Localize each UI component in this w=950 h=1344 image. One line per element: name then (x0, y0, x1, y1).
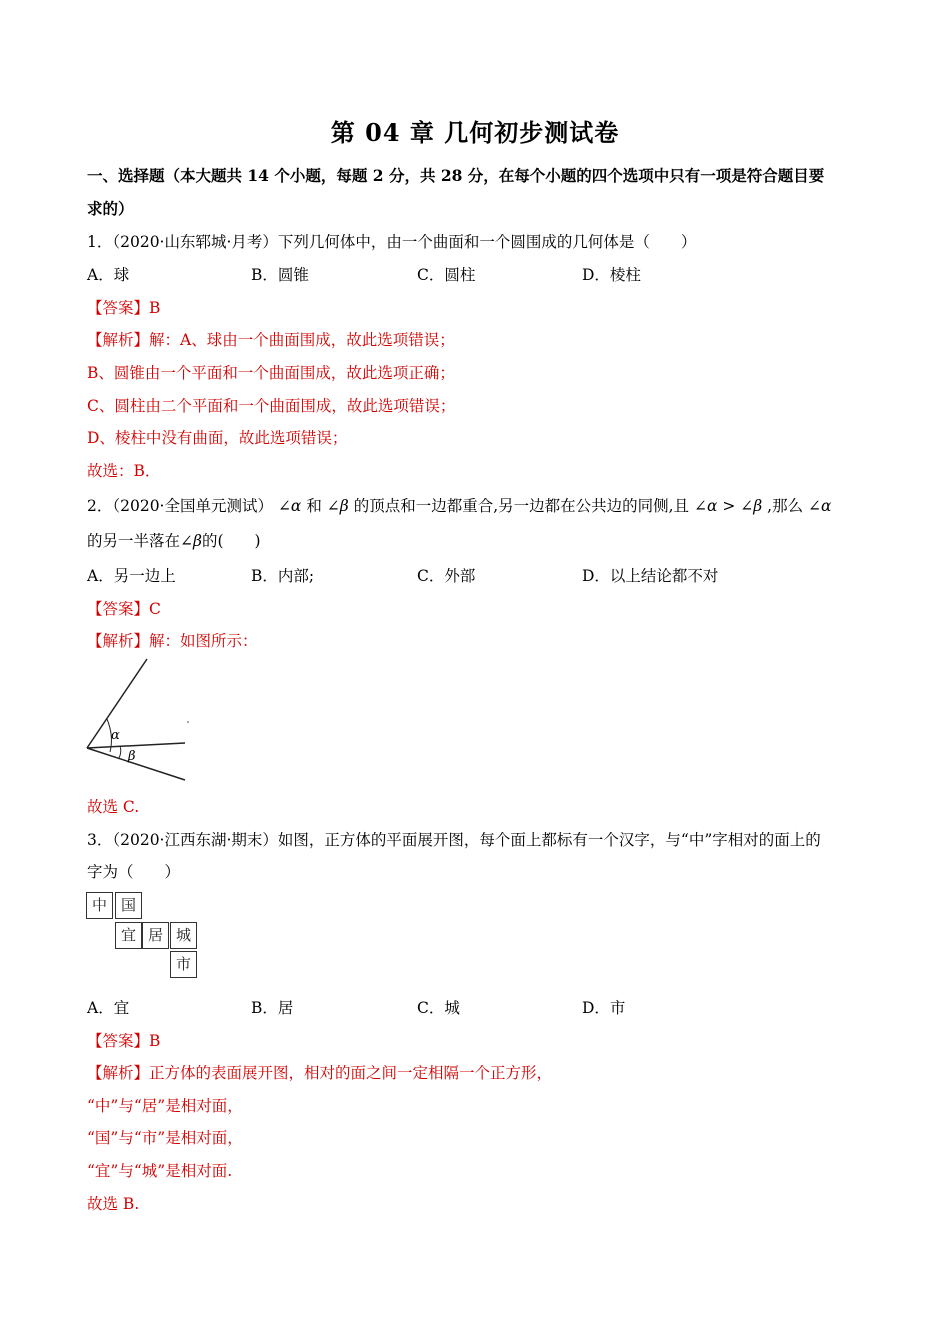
q2-stem-line2-b: 的( ) (201, 532, 261, 550)
q1-analysis-line3: C、圆柱由二个平面和一个曲面围成，故此选项错误； (87, 397, 456, 415)
q3-analysis-line1: 【解析】正方体的表面展开图，相对的面之间一定相隔一个正方形， (87, 1064, 553, 1082)
q2-option-a: A．另一边上 (87, 567, 176, 585)
q3-stem-line2: 字为（ ） (87, 863, 181, 881)
q3-option-d: D．市 (582, 999, 626, 1017)
q1-stem: 1．（2020·山东郓城·月考）下列几何体中，由一个曲面和一个圆围成的几何体是（ ） (87, 233, 697, 251)
net-cell-zhong: 中 (86, 892, 113, 919)
angle-figure (84, 656, 196, 784)
q1-analysis-line2: B、圆锥由一个平面和一个曲面围成，故此选项正确； (87, 364, 455, 382)
net-cell-yi: 宜 (115, 922, 142, 949)
q1-option-c: C．圆柱 (417, 266, 476, 284)
q3-option-b: B．居 (251, 999, 294, 1017)
q1-option-a: A．球 (87, 266, 130, 284)
alpha-label: α (111, 728, 120, 743)
net-cell-cheng: 城 (170, 922, 197, 949)
q2-option-b: B．内部; (251, 567, 315, 585)
q3-analysis-line4: “宜”与“城”是相对面. (87, 1162, 233, 1180)
q1-option-d: D．棱柱 (582, 266, 641, 284)
q2-stem-end: ,那么 (767, 497, 804, 515)
net-cell-guo: 国 (115, 892, 142, 919)
q2-conclusion: 故选 C. (87, 798, 140, 816)
q2-angle-beta: ∠β (326, 497, 349, 515)
q2-stem-line2-a: 的另一半落在 (87, 532, 181, 550)
cube-net-figure (86, 892, 198, 982)
ray-beta-side (87, 743, 185, 748)
q2-angle-alpha-2: ∠α (808, 497, 832, 515)
ray-common-side (87, 748, 185, 780)
q2-option-d: D．以上结论都不对 (582, 567, 719, 585)
q2-angle-beta-2: ∠β (180, 532, 202, 550)
beta-arc (119, 746, 121, 758)
q3-conclusion: 故选 B. (87, 1195, 140, 1213)
q3-option-a: A．宜 (87, 999, 130, 1017)
beta-label: β (128, 749, 136, 764)
section-heading-line2: 求的） (87, 199, 134, 218)
q2-stem-and: 和 (306, 497, 322, 515)
q2-answer: 【答案】C (87, 600, 161, 618)
net-cell-ju: 居 (142, 922, 169, 949)
q3-option-c: C．城 (417, 999, 460, 1017)
q2-angle-alpha: ∠α (277, 497, 302, 515)
q3-answer: 【答案】B (87, 1032, 161, 1050)
q2-stem-middle: 的顶点和一边都重合,另一边都在公共边的同侧,且 (353, 497, 690, 515)
q1-analysis-line4: D、棱柱中没有曲面，故此选项错误； (87, 429, 348, 447)
q3-analysis-line2: “中”与“居”是相对面， (87, 1097, 243, 1115)
q2-stem-line2 (87, 529, 261, 551)
q1-option-b: B．圆锥 (251, 266, 309, 284)
stray-dot (187, 721, 189, 723)
net-cell-shi: 市 (170, 951, 197, 978)
q1-analysis-line1: 【解析】解：A、球由一个曲面围成，故此选项错误； (87, 331, 455, 349)
page-title: 第 04 章 几何初步测试卷 (330, 118, 620, 147)
q1-answer: 【答案】B (87, 299, 161, 317)
q2-analysis: 【解析】解：如图所示： (87, 632, 258, 650)
q2-stem-line1 (87, 494, 832, 516)
section-heading-line1: 一、选择题（本大题共 14 个小题，每题 2 分，共 28 分，在每个小题的四个选项中只有一项是符合题目要 (87, 166, 825, 185)
q3-analysis-line3: “国”与“市”是相对面， (87, 1129, 243, 1147)
q3-stem-line1: 3．（2020·江西东湖·期末）如图，正方体的平面展开图，每个面上都标有一个汉字，与“中”字相对的面上的 (87, 831, 821, 849)
q2-option-c: C．外部 (417, 567, 476, 585)
q1-conclusion: 故选：B． (87, 462, 161, 480)
q2-inequality: ∠α > ∠β (693, 497, 763, 515)
q2-stem-source: 2．（2020·全国单元测试） (87, 497, 273, 515)
